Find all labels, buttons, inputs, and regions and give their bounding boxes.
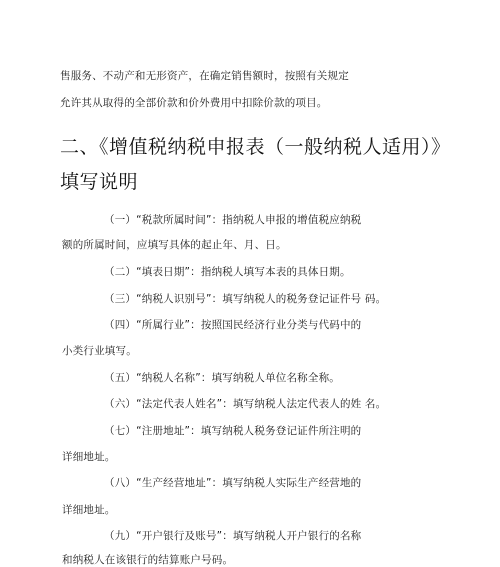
item-4-line-2: 小类行业填写。 xyxy=(62,345,137,357)
item-5: （五）“纳税人名称”：填写纳税人单位名称全称。 xyxy=(104,372,340,384)
item-9-line-1: （九）“开户银行及账号”：填写纳税人开户银行的名称 xyxy=(104,530,362,542)
item-1-line-1: （一）“税款所属时间”：指纳税人申报的增值税应纳税 xyxy=(104,214,362,226)
item-4-line-1: （四）“所属行业”：按照国民经济行业分类与代码中的 xyxy=(104,319,362,331)
item-8-line-1: （八）“生产经营地址”：填写纳税人实际生产经营地的 xyxy=(104,477,362,489)
item-6: （六）“法定代表人姓名”：填写纳税人法定代表人的姓 名。 xyxy=(104,398,387,410)
item-7-line-2: 详细地址。 xyxy=(62,451,116,463)
section-heading-line-2: 填写说明 xyxy=(60,171,139,193)
section-heading-line-1: 二、《增值税纳税申报表（一般纳税人适用）》 xyxy=(60,136,451,158)
item-9-line-2: 和纳税人在该银行的结算账户号码。 xyxy=(62,554,234,566)
intro-line-2: 允许其从取得的全部价款和价外费用中扣除价款的项目。 xyxy=(60,97,328,109)
item-3: （三）“纳税人识别号”：填写纳税人的税务登记证件号 码。 xyxy=(104,293,387,305)
item-8-line-2: 详细地址。 xyxy=(62,504,116,516)
item-7-line-1: （七）“注册地址”：填写纳税人税务登记证件所注明的 xyxy=(104,425,362,437)
item-2: （二）“填表日期”：指纳税人填写本表的具体日期。 xyxy=(104,266,351,278)
intro-line-1: 售服务、不动产和无形资产，在确定销售额时，按照有关规定 xyxy=(60,70,349,82)
item-1-line-2: 额的所属时间，应填写具体的起止年、月、日。 xyxy=(62,239,287,251)
